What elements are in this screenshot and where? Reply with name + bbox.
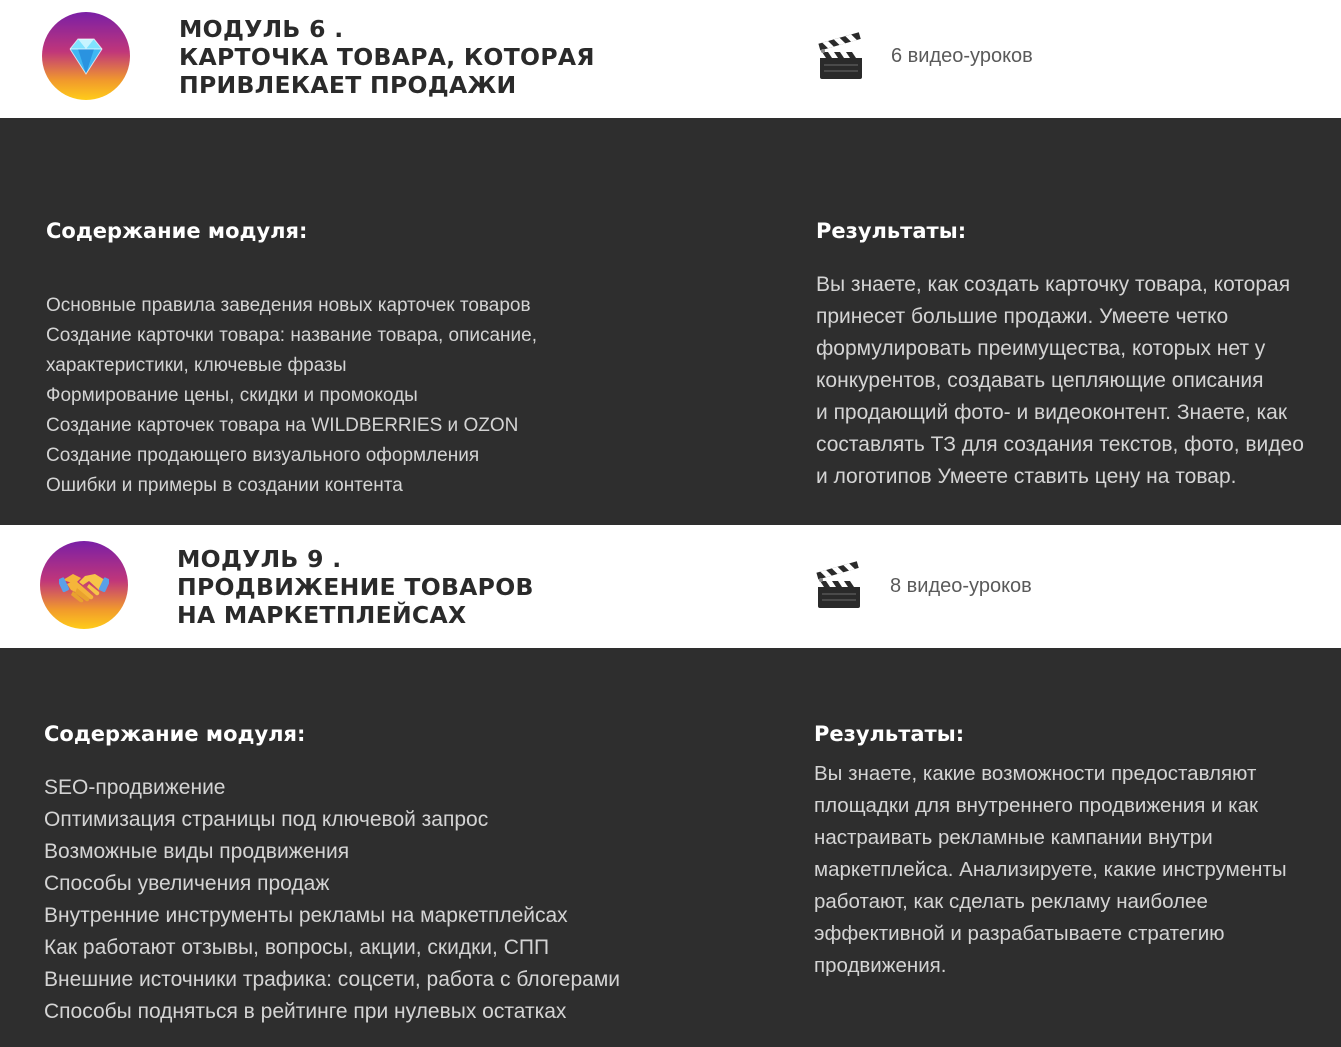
- list-item: Как работают отзывы, вопросы, акции, скидки, СПП: [44, 936, 550, 959]
- list-item: SEO-продвижение: [44, 776, 226, 799]
- module-9-results-heading: Результаты:: [814, 722, 965, 746]
- results-line: продвижения.: [814, 954, 947, 977]
- results-line: настраивать рекламные кампании внутри: [814, 826, 1213, 849]
- clapperboard-icon: [816, 31, 866, 81]
- module-6-title-line: ПРИВЛЕКАЕТ ПРОДАЖИ: [179, 71, 517, 99]
- module-9-content-list: [44, 772, 620, 1028]
- module-9-badge: [40, 541, 128, 629]
- handshake-icon: [59, 560, 109, 610]
- results-line: площадки для внутреннего продвижения и как: [814, 794, 1258, 817]
- results-line: маркетплейса. Анализируете, какие инструменты: [814, 858, 1287, 881]
- module-9-video-count: 8 видео-уроков: [890, 575, 1032, 597]
- results-line: работают, как сделать рекламу наиболее: [814, 890, 1208, 913]
- module-9-header: [0, 525, 1341, 648]
- list-item: Создание карточки товара: название товара, описание,: [46, 325, 537, 346]
- clapperboard-icon: [814, 560, 864, 610]
- module-9-content-heading: Содержание модуля:: [44, 722, 306, 746]
- list-item: Создание продающего визуального оформления: [46, 445, 480, 466]
- module-9-body: [0, 648, 1341, 1047]
- module-6-title: [179, 15, 595, 99]
- module-9-title-line: ПРОДВИЖЕНИЕ ТОВАРОВ: [177, 573, 534, 601]
- module-6-content-heading: Содержание модуля:: [46, 219, 308, 243]
- list-item: характеристики, ключевые фразы: [46, 355, 347, 376]
- module-9-title-line: НА МАРКЕТПЛЕЙСАХ: [177, 601, 467, 629]
- results-line: принесет большие продажи. Умеете четко: [816, 305, 1229, 328]
- list-item: Создание карточек товара на WILDBERRIES и OZON: [46, 415, 519, 436]
- list-item: Формирование цены, скидки и промокоды: [46, 385, 418, 406]
- results-line: и продающий фото- и видеоконтент. Знаете, как: [816, 401, 1288, 424]
- results-line: составлять ТЗ для создания текстов, фото, видео: [816, 433, 1304, 456]
- list-item: Способы подняться в рейтинге при нулевых остатках: [44, 1000, 567, 1023]
- module-9-title-line: МОДУЛЬ 9 .: [177, 545, 342, 573]
- list-item: Внешние источники трафика: соцсети, работа с блогерами: [44, 968, 621, 991]
- results-line: эффективной и разрабатываете стратегию: [814, 922, 1225, 945]
- module-6-header: [0, 0, 1341, 118]
- module-6-title-line: КАРТОЧКА ТОВАРА, КОТОРАЯ: [179, 43, 595, 71]
- module-6-video-count: 6 видео-уроков: [891, 45, 1033, 67]
- module-9-results-text: [814, 758, 1287, 982]
- module-6-title-line: МОДУЛЬ 6 .: [179, 15, 344, 43]
- results-line: и логотипов Умеете ставить цену на товар.: [816, 465, 1237, 488]
- list-item: Ошибки и примеры в создании контента: [46, 475, 403, 496]
- module-9-title: [177, 545, 534, 629]
- module-6-results-heading: Результаты:: [816, 219, 967, 243]
- list-item: Основные правила заведения новых карточек товаров: [46, 295, 531, 316]
- results-line: конкурентов, создавать цепляющие описания: [816, 369, 1264, 392]
- list-item: Способы увеличения продаж: [44, 872, 330, 895]
- list-item: Возможные виды продвижения: [44, 840, 350, 863]
- list-item: Оптимизация страницы под ключевой запрос: [44, 808, 489, 831]
- results-line: Вы знаете, как создать карточку товара, которая: [816, 273, 1291, 296]
- module-6-badge: [42, 12, 130, 100]
- results-line: Вы знаете, какие возможности предоставляют: [814, 762, 1257, 785]
- module-6-content-list: [46, 291, 537, 501]
- results-line: формулировать преимущества, которых нет у: [816, 337, 1266, 360]
- list-item: Внутренние инструменты рекламы на маркетплейсах: [44, 904, 568, 927]
- diamond-icon: [62, 32, 110, 80]
- module-6-results-text: [816, 269, 1304, 493]
- module-6-body: [0, 118, 1341, 525]
